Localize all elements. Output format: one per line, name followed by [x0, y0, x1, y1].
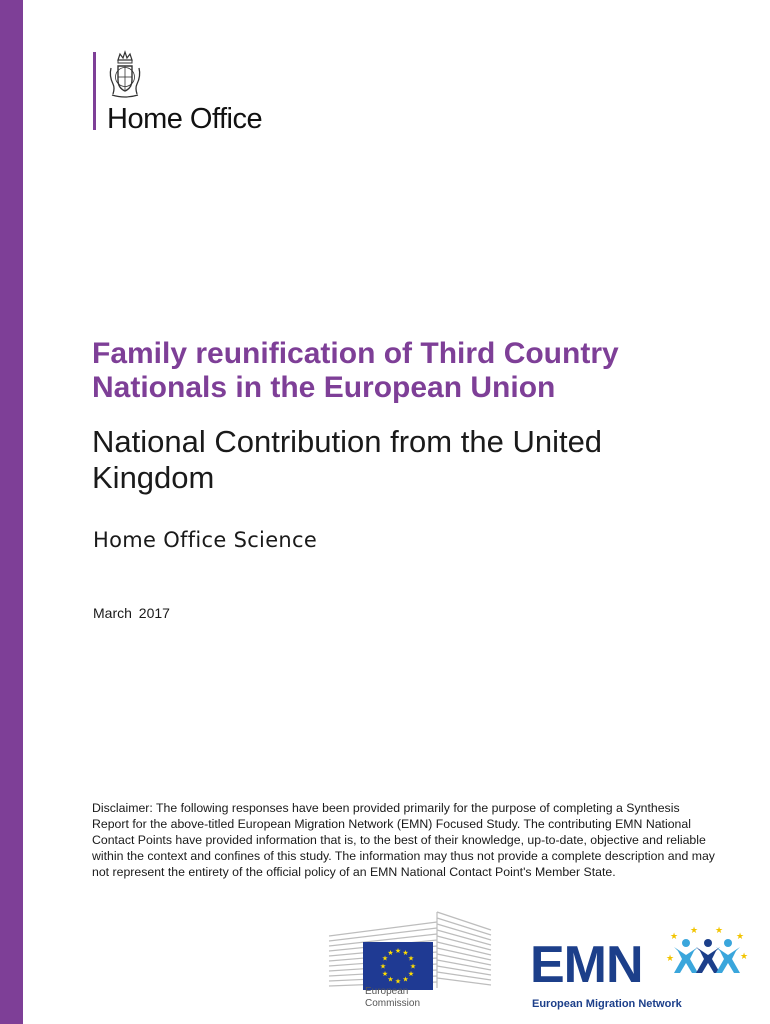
- svg-text:★: ★: [407, 954, 415, 963]
- publication-date: March 2017: [93, 605, 170, 621]
- emn-logo-text: EMN: [530, 936, 643, 994]
- eu-flag-icon: [363, 942, 433, 990]
- svg-text:★: ★: [402, 949, 409, 957]
- ec-logo-line1: European: [365, 986, 409, 997]
- ec-logo-text: [365, 986, 420, 1010]
- svg-text:★: ★: [402, 975, 409, 984]
- disclaimer-text: Disclaimer: The following responses have been provided primarily for the purpose of completing a Synthesis Report for the above-titled European Migration Network (EMN) Focused Study. The contributing EMN National Contact Points have provided information that is, to the best of their knowledge, up-to-date, objective and reliable within the context and confines of this study. The information may thus not provide a complete description and may not represent the entirety of the official policy of an EMN National Contact Point's Member State.: [92, 801, 715, 879]
- document-subtitle: National Contribution from the United Kingdom: [92, 424, 603, 495]
- svg-text:★: ★: [669, 932, 679, 942]
- svg-text:★: ★: [381, 954, 389, 963]
- svg-text:★: ★: [409, 962, 417, 971]
- svg-text:★: ★: [394, 947, 402, 955]
- royal-crest-icon: [107, 50, 143, 100]
- organization-name: Home Office Science: [93, 528, 318, 552]
- emn-people-icon: [664, 925, 750, 985]
- svg-text:★: ★: [407, 970, 415, 978]
- svg-text:★: ★: [714, 926, 724, 936]
- logo-text: Home Office: [107, 103, 263, 135]
- ec-logo-line2: Commission: [365, 998, 421, 1009]
- svg-text:★: ★: [379, 962, 387, 971]
- svg-text:★: ★: [394, 977, 402, 986]
- svg-text:★: ★: [387, 949, 394, 957]
- svg-text:★: ★: [689, 926, 699, 936]
- svg-text:★: ★: [381, 970, 389, 978]
- svg-text:★: ★: [735, 932, 745, 942]
- svg-text:★: ★: [665, 954, 675, 964]
- side-accent-bar: [0, 0, 23, 1024]
- svg-text:★: ★: [739, 952, 749, 962]
- document-title: Family reunification of Third Country Nationals in the European Union: [92, 337, 619, 404]
- emn-logo-subtitle: European Migration Network: [532, 998, 682, 1010]
- emn-logo: [530, 925, 750, 1020]
- home-office-logo: [93, 50, 313, 140]
- european-commission-logo: [327, 908, 493, 1018]
- logo-rule: [93, 52, 96, 130]
- svg-text:★: ★: [387, 975, 394, 984]
